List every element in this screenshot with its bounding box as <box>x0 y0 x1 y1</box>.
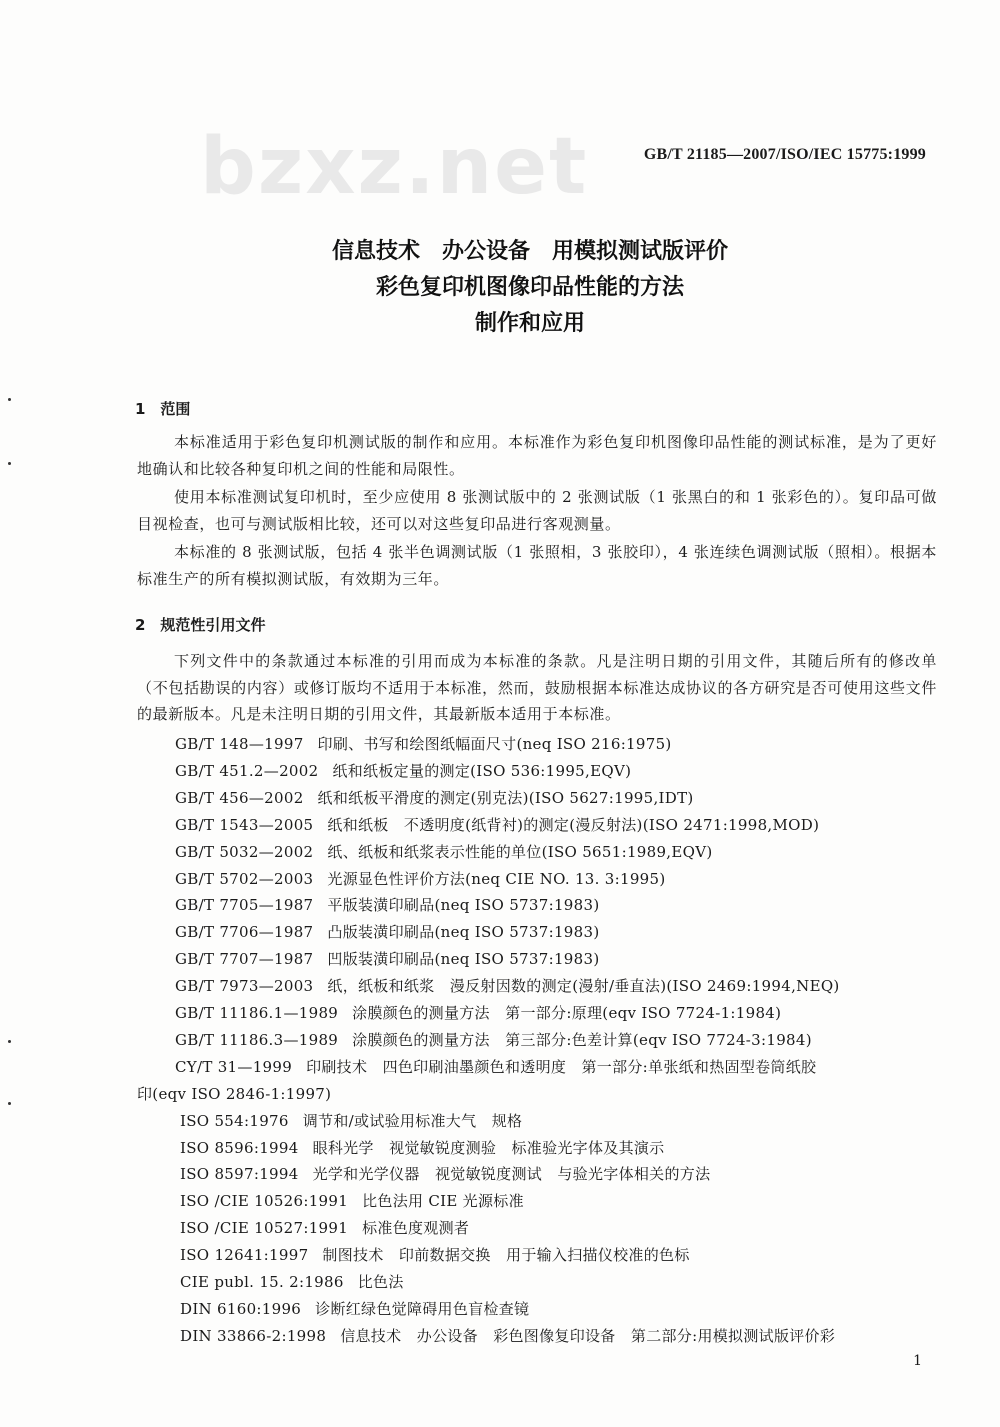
title-line-3: 制作和应用 <box>474 311 585 336</box>
reference-title: 印(eqv ISO 2846-1:1997) <box>137 1084 332 1103</box>
page-number: 1 <box>913 1353 922 1369</box>
reference-item <box>175 760 631 781</box>
reference-code: GB/T 7707—1987 <box>175 950 314 969</box>
reference-item <box>175 1002 781 1023</box>
reference-item <box>175 868 666 889</box>
reference-code: GB/T 1543—2005 <box>175 815 314 834</box>
section-1-paragraph: 本标准的 8 张测试版，包括 4 张半色调测试版（1 张照相，3 张胶印），4 张连续色调测试版（照相）。根据本标准生产的所有模拟测试版，有效期为三年。 <box>137 543 937 588</box>
reference-item <box>180 1110 522 1131</box>
reference-code: GB/T 11186.1—1989 <box>175 1004 339 1022</box>
scan-dot <box>8 1102 11 1105</box>
reference-item <box>175 1056 816 1077</box>
reference-item <box>175 814 819 835</box>
reference-item <box>180 1190 524 1211</box>
reference-code: GB/T 148—1997 <box>175 735 304 753</box>
reference-title: 光源显色性评价方法(neq CIE NO. 13. 3:1995) <box>327 869 666 888</box>
scan-dot <box>8 462 11 465</box>
reference-code: ISO 554:1976 <box>180 1111 289 1130</box>
title-line-2: 彩色复印机图像印品性能的方法 <box>375 275 684 300</box>
document-title <box>0 234 1000 342</box>
reference-code: GB/T 7706—1987 <box>175 923 314 942</box>
reference-title: 诊断红绿色觉障碍用色盲检查镜 <box>315 1299 530 1318</box>
reference-code: ISO /CIE 10526:1991 <box>180 1192 349 1211</box>
reference-title: 纸和纸板平滑度的测定(别克法)(ISO 5627:1995,IDT) <box>317 788 694 807</box>
reference-code: GB/T 456—2002 <box>175 788 304 807</box>
reference-item <box>180 1163 710 1184</box>
reference-code: GB/T 5032—2002 <box>175 842 314 861</box>
reference-title: 平版装潢印刷品(neq ISO 5737:1983) <box>327 896 600 915</box>
reference-item <box>180 1271 404 1292</box>
reference-item <box>137 1083 331 1104</box>
reference-title: 印刷技术 四色印刷油墨颜色和透明度 第一部分:单张纸和热固型卷筒纸胶 <box>306 1057 817 1076</box>
reference-title: 涂膜颜色的测量方法 第一部分:原理(eqv ISO 7724-1:1984) <box>352 1004 782 1022</box>
section-1-heading: 1 范围 <box>135 400 191 418</box>
reference-title: 纸、纸板和纸浆表示性能的单位(ISO 5651:1989,EQV) <box>327 842 713 861</box>
reference-code: DIN 6160:1996 <box>180 1299 302 1318</box>
title-line-1: 信息技术 办公设备 用模拟测试版评价 <box>331 239 728 264</box>
reference-title: 眼科光学 视觉敏锐度测验 标准验光字体及其演示 <box>312 1138 665 1157</box>
reference-code: ISO 12641:1997 <box>180 1246 309 1265</box>
reference-item <box>175 948 599 969</box>
reference-item <box>175 841 713 862</box>
reference-title: 涂膜颜色的测量方法 第三部分:色差计算(eqv ISO 7724-3:1984) <box>352 1030 812 1049</box>
reference-title: 纸和纸板 不透明度(纸背衬)的测定(漫反射法)(ISO 2471:1998,MOD) <box>327 815 820 834</box>
reference-title: 光学和光学仪器 视觉敏锐度测试 与验光字体相关的方法 <box>312 1165 711 1184</box>
watermark: bzxz.net <box>200 122 589 212</box>
section-2-intro: 下列文件中的条款通过本标准的引用而成为本标准的条款。凡是注明日期的引用文件，其随后所有的修改单（不包括勘误的内容）或修订版均不适用于本标准，然而，鼓励根据本标准达成协议的各方研究是否可使用这些文件的最新版本。凡是未注明日期的引用文件，其最新版本适用于本标准。 <box>137 652 937 723</box>
reference-title: 制图技术 印前数据交换 用于输入扫描仪校准的色标 <box>322 1246 690 1265</box>
reference-title: 标准色度观测者 <box>362 1219 470 1238</box>
reference-title: 调节和/或试验用标准大气 规格 <box>302 1111 523 1130</box>
reference-title: 凹版装潢印刷品(neq ISO 5737:1983) <box>327 950 600 969</box>
reference-title: 印刷、书写和绘图纸幅面尺寸(neq ISO 216:1975) <box>317 735 672 753</box>
reference-item <box>175 894 599 915</box>
reference-title: 比色法 <box>357 1273 404 1291</box>
reference-code: ISO 8596:1994 <box>180 1138 299 1157</box>
reference-item <box>180 1244 690 1265</box>
section-1-paragraph: 使用本标准测试复印机时，至少应使用 8 张测试版中的 2 张测试版（1 张黑白的和 1 张彩色的）。复印品可做目视检查，也可与测试版相比较，还可以对这些复印品进行客观测量。 <box>137 488 937 533</box>
standard-code: GB/T 21185—2007/ISO/IEC 15775:1999 <box>643 146 926 163</box>
reference-item <box>180 1217 469 1238</box>
reference-item <box>175 733 672 754</box>
reference-code: GB/T 11186.3—1989 <box>175 1030 339 1049</box>
section-1-paragraph: 本标准适用于彩色复印机测试版的制作和应用。本标准作为彩色复印机图像印品性能的测试标准，是为了更好地确认和比较各种复印机之间的性能和局限性。 <box>137 433 937 478</box>
reference-item <box>180 1137 664 1158</box>
reference-item <box>175 1029 812 1050</box>
reference-code: ISO 8597:1994 <box>180 1165 299 1184</box>
reference-code: CIE publ. 15. 2:1986 <box>180 1273 344 1291</box>
reference-item <box>180 1298 529 1319</box>
reference-title: 纸和纸板定量的测定(ISO 536:1995,EQV) <box>332 761 632 780</box>
reference-code: DIN 33866-2:1998 <box>180 1326 327 1345</box>
reference-title: 纸，纸板和纸浆 漫反射因数的测定(漫射/垂直法)(ISO 2469:1994,NEQ) <box>327 977 840 996</box>
reference-code: ISO /CIE 10527:1991 <box>180 1219 349 1238</box>
reference-code: GB/T 7705—1987 <box>175 896 314 915</box>
reference-code: GB/T 5702—2003 <box>175 869 314 888</box>
reference-title: 凸版装潢印刷品(neq ISO 5737:1983) <box>327 923 600 942</box>
section-2-heading: 2 规范性引用文件 <box>135 616 266 634</box>
reference-code: CY/T 31—1999 <box>175 1057 293 1076</box>
reference-title: 信息技术 办公设备 彩色图像复印设备 第二部分:用模拟测试版评价彩 <box>340 1326 836 1345</box>
reference-item <box>180 1325 835 1346</box>
reference-title: 比色法用 CIE 光源标准 <box>362 1192 524 1211</box>
reference-item <box>175 975 840 996</box>
reference-item <box>175 787 694 808</box>
reference-item <box>175 921 599 942</box>
reference-code: GB/T 7973—2003 <box>175 977 314 996</box>
scan-dot <box>8 398 11 401</box>
scan-dot <box>8 1040 11 1043</box>
reference-code: GB/T 451.2—2002 <box>175 761 319 780</box>
